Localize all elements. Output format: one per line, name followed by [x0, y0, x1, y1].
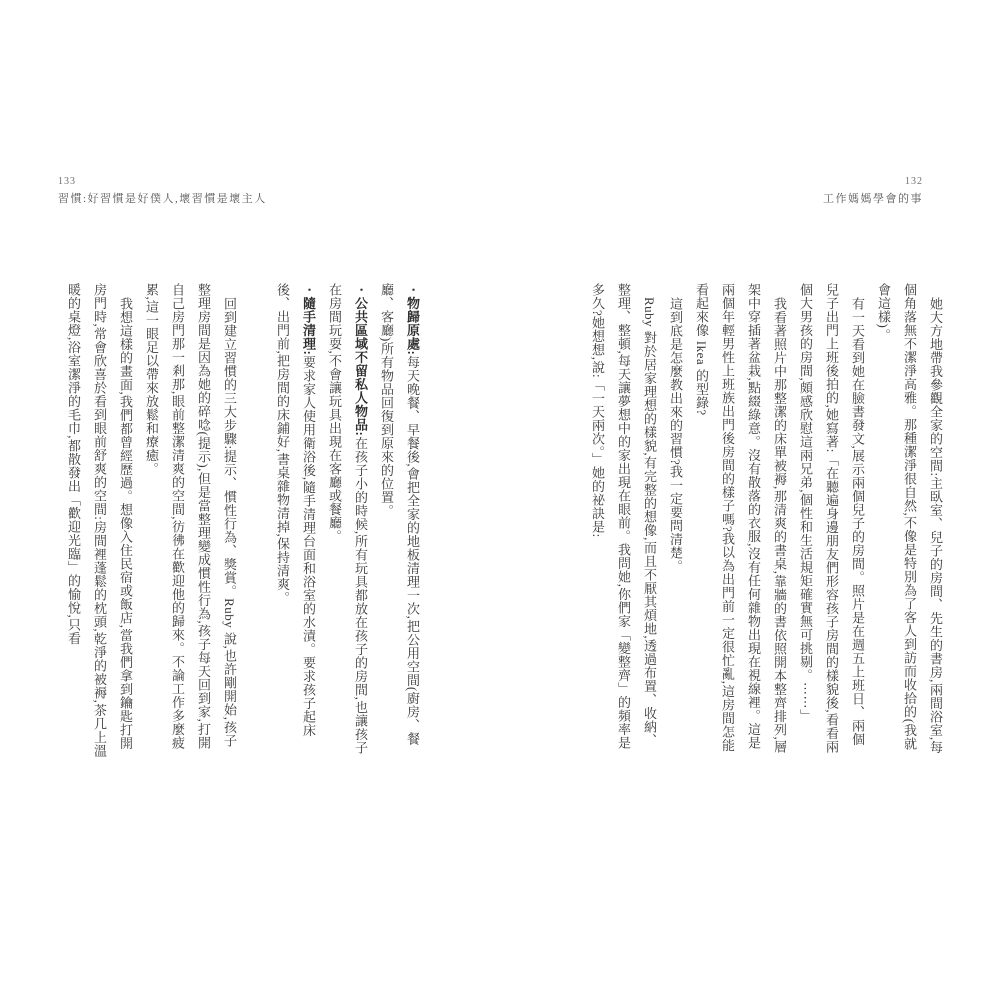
running-head-title-right: 工作媽媽學會的事	[823, 193, 923, 205]
bullet-head: 物歸原處:	[405, 296, 420, 356]
bullet-body: 在孩子小的時候,所有玩具都放在孩子的房間,也讓孩子在房間玩耍,不會讓玩具出現在客廳或餐廳。	[327, 283, 368, 755]
bullet-dot-icon: ・	[301, 283, 316, 297]
paragraph: 我想這樣的畫面,我們都曾經歷過。想像入住民宿或飯店,當我們拿到鑰匙打開房門時,常會欣喜於看到眼前舒爽的空間:房間裡蓬鬆的枕頭,乾淨的被褥,茶几上溫暖的桌燈,浴室潔淨的毛巾,都散發出「歡迎光臨」的愉悅,只看	[66, 283, 133, 758]
bullet-body: 要求家人使用衛浴後,隨手清理台面和浴室的水漬。要求孩子起床後、出門前,把房間的床鋪好,書桌雜物清掉,保持清爽。	[275, 283, 316, 738]
page-number-right: 132	[905, 176, 923, 187]
bullet-head: 公共區域不留私人物品:	[353, 296, 368, 437]
bullet-dot-icon: ・	[405, 283, 420, 297]
bullet-head: 隨手清理:	[301, 296, 316, 356]
paragraph: Ruby 對於居家理想的樣貌,有完整的想像,而且不厭其煩地,透過布置、收納、整理、整頓,每天讓夢想中的家出現在眼前。我問她,你們家「變整齊」的頻率是多久?她想想,說:「一天兩次。」她的祕訣是:	[590, 283, 657, 750]
bullet-body: 每天晚餐、早餐後,會把全家的地板清理一次,把公用空間(廚房、餐廳、客廳)所有物品回復到原來的位置。	[379, 283, 420, 746]
bullet-dot-icon: ・	[353, 283, 368, 297]
bullet-item	[321, 283, 373, 759]
page-number-left: 133	[58, 176, 76, 187]
running-head-left	[58, 176, 267, 206]
paragraph: 我看著照片中那整潔的床單被褥,那清爽的書桌,靠牆的書依照開本整齊排列,層架中穿插著盆栽,點綴綠意。沒有散落的衣服,沒有任何雜物出現在視線裡。這是兩個年輕男性上班族出門後房間的樣子嗎?我以為出門前一定很忙亂,這房間怎能看起來像 Ikea 的型錄?	[694, 283, 787, 754]
running-head-title-left: 習慣:好習慣是好僕人,壞習慣是壞主人	[58, 193, 267, 205]
paragraph: 有一天看到她在臉書發文,展示兩個兒子的房間。照片是在週五上班日、兩個兒子出門上班後拍的,她寫著:「在聽遍身邊朋友們形容孩子房間的樣貌後,看看兩個大男孩的房間,頗感欣慰這兩兄弟,個性和生活規矩確實無可挑剔。⋯⋯」	[798, 283, 865, 754]
running-head-right	[823, 176, 923, 206]
paragraph: 這到底是怎麼教出來的習慣?我一定要問清楚。	[668, 297, 683, 574]
page-text-right	[568, 283, 948, 759]
page-text-left	[40, 283, 425, 759]
bullet-item	[373, 283, 425, 759]
bullet-item	[269, 283, 321, 759]
paragraph: 她大方地帶我參觀全家的空間:主臥室、兒子的房間、先生的書房,兩間浴室,每個角落無不潔淨高雅。那種潔淨很自然,不像是特別為了客人到訪而收拾的(我就會這樣)。	[876, 283, 943, 755]
paragraph: 回到建立習慣的三大步驟:提示、慣性行為、獎賞。Ruby 說,也許剛開始,孩子整理房間是因為她的碎唸(提示),但是當整理變成慣性行為,孩子每天回到家,打開自己房門那一剎那,眼前整潔清爽的空間,彷彿在歡迎他的歸來。不論工作多麼疲累,這一眼足以帶來放鬆和療癒。	[144, 283, 237, 750]
